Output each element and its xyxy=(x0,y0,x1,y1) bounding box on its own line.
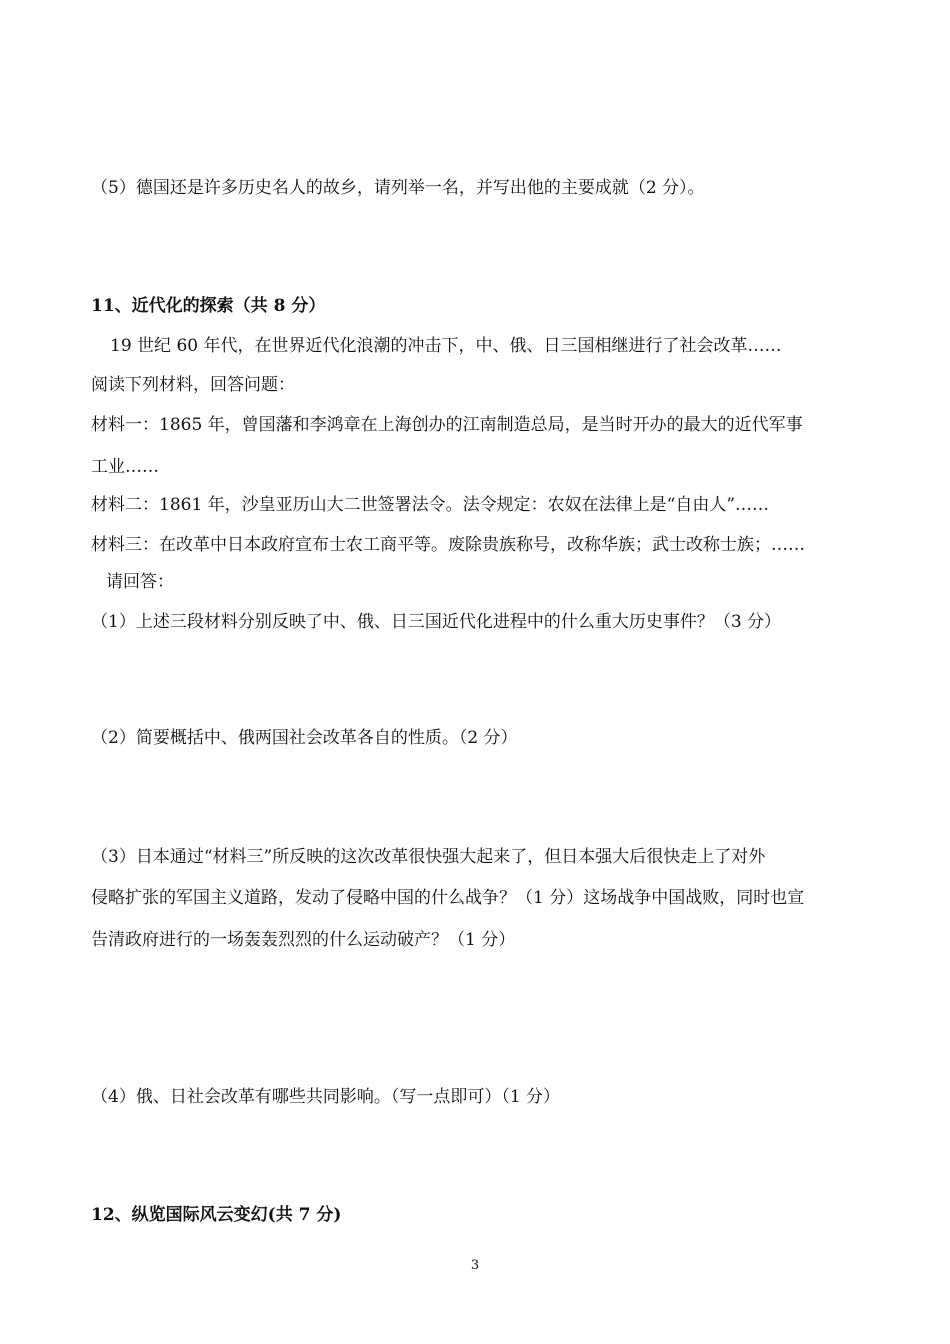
material-2: 材料二：1861 年，沙皇亚历山大二世签署法令。法令规定：农奴在法律上是“自由人”…… xyxy=(91,495,770,515)
question-11-sub3-line-2: 侵略扩张的军国主义道路，发动了侵略中国的什么战争？（1 分）这场战争中国战败，同时也宣 xyxy=(91,888,805,908)
answer-prompt: 请回答： xyxy=(106,572,174,592)
question-11-heading: 11、近代化的探索（共 8 分） xyxy=(91,296,326,316)
question-11-sub1: （1）上述三段材料分别反映了中、俄、日三国近代化进程中的什么重大历史事件？（3 分） xyxy=(91,612,782,632)
question-11-intro: 19 世纪 60 年代，在世界近代化浪潮的冲击下，中、俄、日三国相继进行了社会改革…… xyxy=(110,336,782,356)
question-10-sub5: （5）德国还是许多历史名人的故乡，请列举一名，并写出他的主要成就（2 分）。 xyxy=(91,178,705,198)
question-11-instruction: 阅读下列材料，回答问题： xyxy=(91,375,295,395)
question-12-heading: 12、纵览国际风云变幻(共 7 分) xyxy=(91,1205,342,1225)
material-3: 材料三：在改革中日本政府宣布士农工商平等。废除贵族称号，改称华族；武士改称士族；…… xyxy=(91,535,805,555)
question-11-sub4: （4）俄、日社会改革有哪些共同影响。（写一点即可）（1 分） xyxy=(91,1087,561,1107)
question-11-sub3-line-1: （3）日本通过“材料三”所反映的这次改革很快强大起来了，但日本强大后很快走上了对外 xyxy=(91,847,766,867)
material-1-line-1: 材料一：1865 年，曾国藩和李鸿章在上海创办的江南制造总局，是当时开办的最大的近代军事 xyxy=(91,415,803,435)
material-1-line-2: 工业…… xyxy=(91,457,159,477)
page-number: 3 xyxy=(470,1258,480,1273)
question-11-sub2: （2）简要概括中、俄两国社会改革各自的性质。（2 分） xyxy=(91,728,518,748)
question-11-sub3-line-3: 告清政府进行的一场轰轰烈烈的什么运动破产？（1 分） xyxy=(91,930,516,950)
